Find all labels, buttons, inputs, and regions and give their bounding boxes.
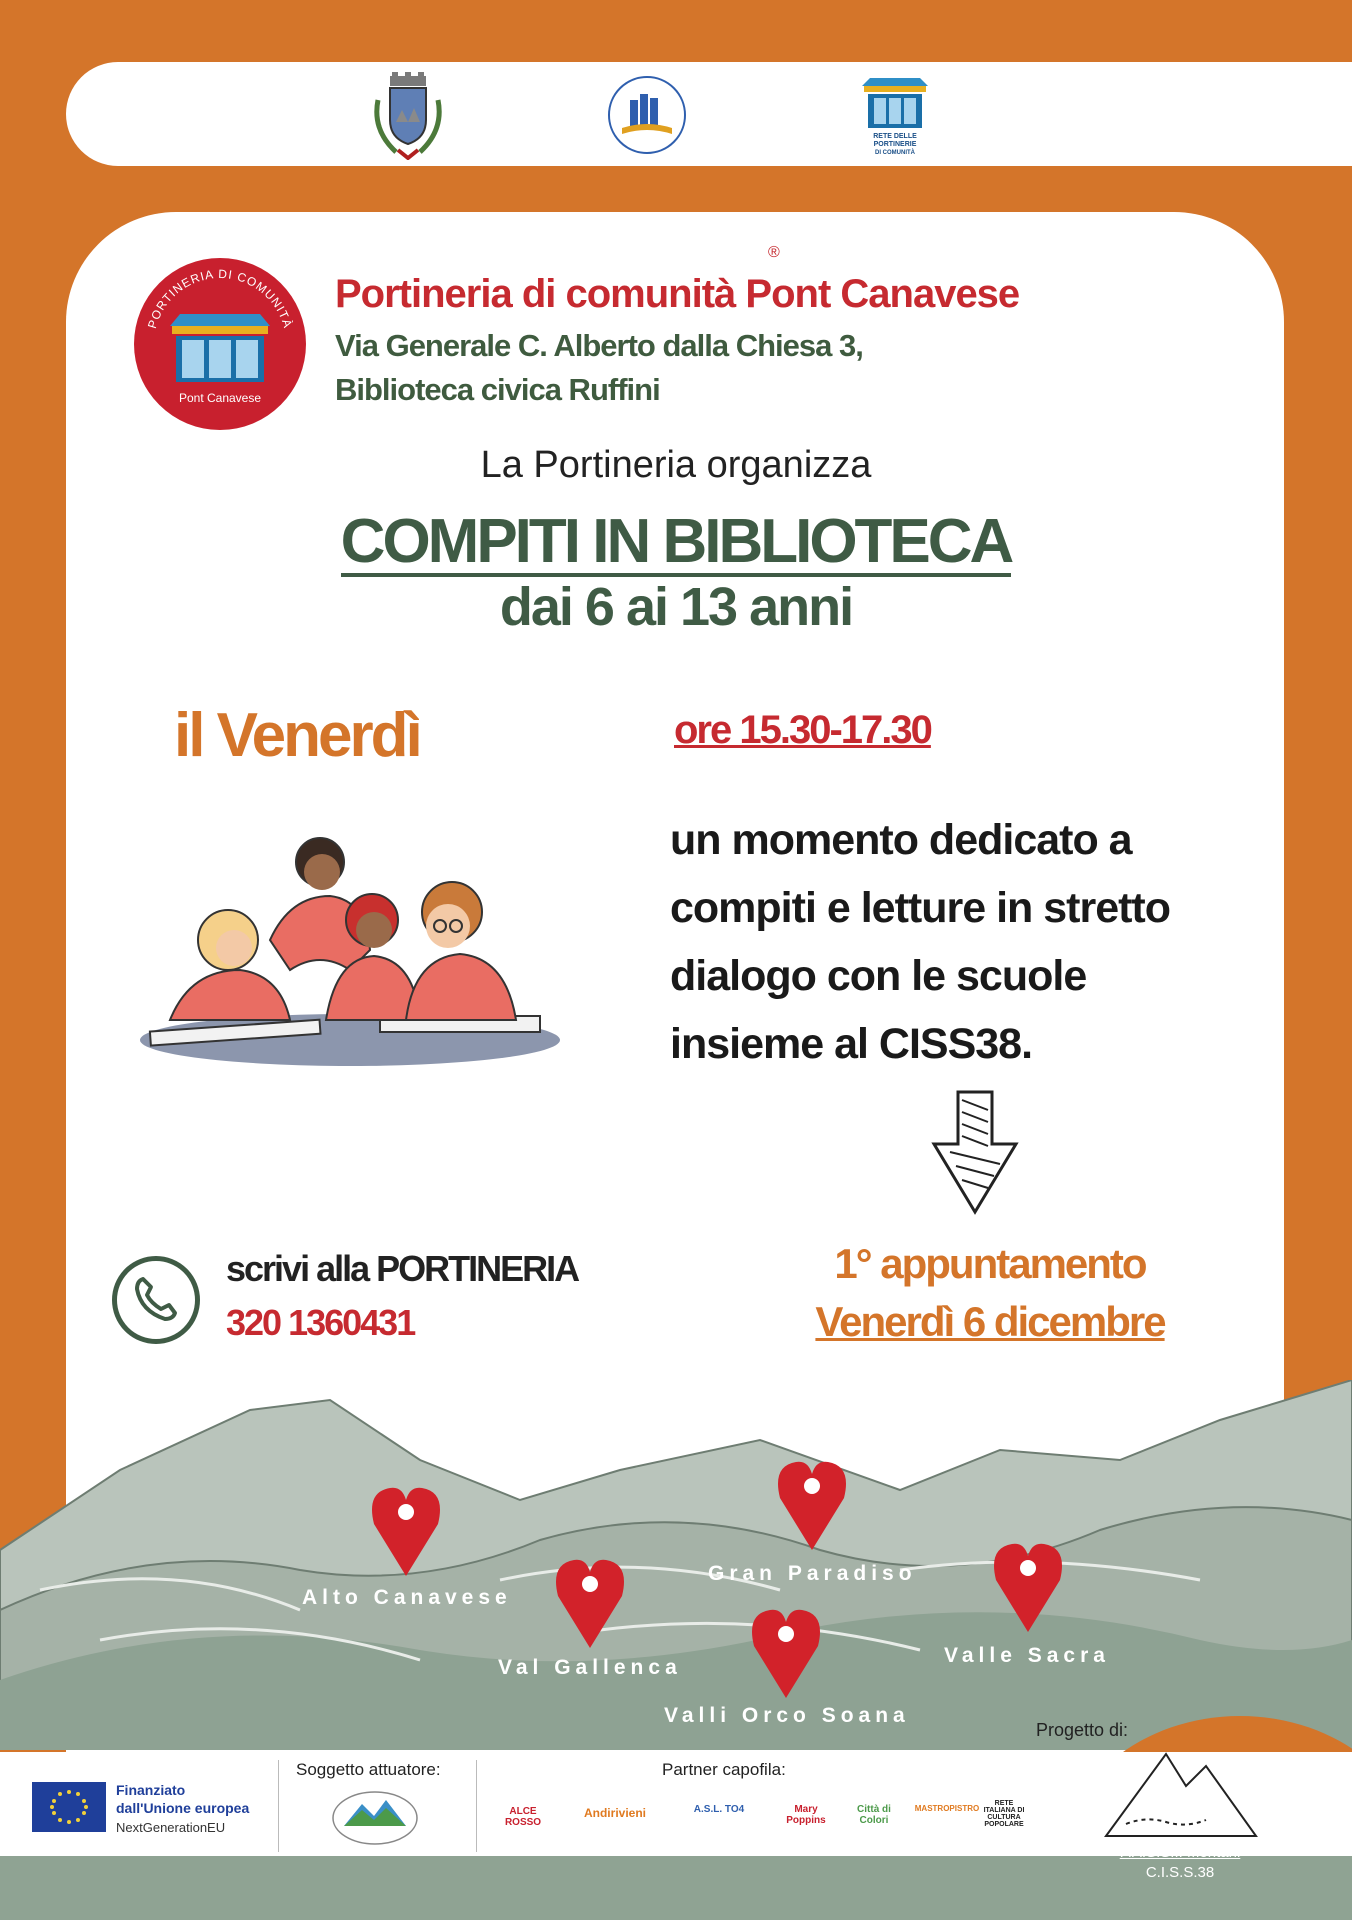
contact-label: scrivi alla PORTINERIA [226,1248,579,1289]
place-label: Gran Paradiso [708,1562,917,1585]
place-label: Valle Sacra [944,1644,1110,1667]
map-pin-icon [552,1556,628,1650]
place-label: Valli Orco Soana [664,1704,910,1727]
event-intro: La Portineria organizza [480,444,872,486]
kids-studying-illustration [130,830,570,1070]
badge-bottom-label: Pont Canavese [178,391,262,405]
partner-logo: RETE ITALIANA DI CULTURA POPOLARE [983,1800,1025,1828]
portineria-title: Portineria di comunità Pont Canavese [335,272,1020,316]
footer-divider [476,1760,477,1852]
soggetto-attuatore-label: Soggetto attuatore: [296,1760,441,1779]
partner-capofila-label: Partner capofila: [662,1760,786,1779]
phone-number[interactable]: 320 1360431 [226,1302,415,1343]
ciss38-logo [330,1786,420,1846]
partner-logo: MASTROPISTRO [914,1804,980,1813]
eu-flag-icon [32,1782,106,1832]
mountains-map-illustration [0,1380,1352,1750]
coat-of-arms-logo [368,70,448,160]
first-meeting-date-text: Venerdì 6 dicembre [815,1298,1165,1345]
progetto-label: Progetto di: [1036,1720,1129,1740]
footer-divider [278,1760,279,1852]
event-description: un momento dedicato a compiti e letture in stretto dialogo con le scuole insieme al CISS38. [670,816,1171,1068]
arrow-down-icon [930,1090,1020,1216]
partner-logo: ALCE ROSSO [504,1806,542,1828]
eu-funding-line-3: NextGenerationEU [116,1820,226,1835]
first-meeting-label: 1° appuntamento [834,1240,1146,1287]
portineria-badge-logo [132,256,308,432]
partner-logo: Andirivieni [583,1806,646,1820]
logo-header-band [66,62,1352,166]
map-pin-icon [990,1540,1066,1634]
event-time: ore 15.30-17.30 [674,708,931,752]
phone-icon [112,1256,200,1344]
eu-funding-line-2: dall'Unione europea [116,1800,250,1816]
map-pin-icon [748,1606,824,1700]
place-label: Val Gallenca [498,1656,682,1679]
map-pin-icon [774,1458,850,1552]
rete-portinerie-logo [850,70,940,160]
svg-text:DI COMUNITÀ: DI COMUNITÀ [875,150,915,156]
map-pin-icon [368,1484,444,1578]
registered-mark: ® [768,244,780,261]
phone-handset-icon [117,1261,195,1339]
partner-logo: Città di Colori [857,1804,891,1826]
svg-text:PORTINERIE: PORTINERIE [873,141,917,148]
address-line-2: Biblioteca civica Ruffini [335,372,660,407]
event-title [0,506,1352,577]
event-title-text: COMPITI IN BIBLIOTECA [340,507,1012,576]
first-meeting-date [760,1298,1220,1346]
eu-funding-line-1: Finanziato [116,1782,186,1798]
svg-text:RETE DELLE: RETE DELLE [873,133,917,140]
svg-text:PORTINERIA DI COMUNITÀ: PORTINERIA DI COMUNITÀ [144,266,296,331]
partner-logo: Mary Poppins [786,1804,826,1826]
partner-logo: A.S.L. TO4 [693,1804,745,1815]
place-label: Alto Canavese [302,1586,512,1609]
address-line-1: Via Generale C. Alberto dalla Chiesa 3, [335,328,863,363]
passi-montani-name: P.A.S.S.I. Montani [1119,1844,1241,1861]
ciss38-name: C.I.S.S.38 [1145,1864,1215,1881]
biblioteca-ruffini-logo [602,70,692,160]
event-age-range: dai 6 ai 13 anni [499,577,853,637]
event-day: il Venerdì [174,701,420,770]
passi-montani-logo [1096,1746,1266,1842]
